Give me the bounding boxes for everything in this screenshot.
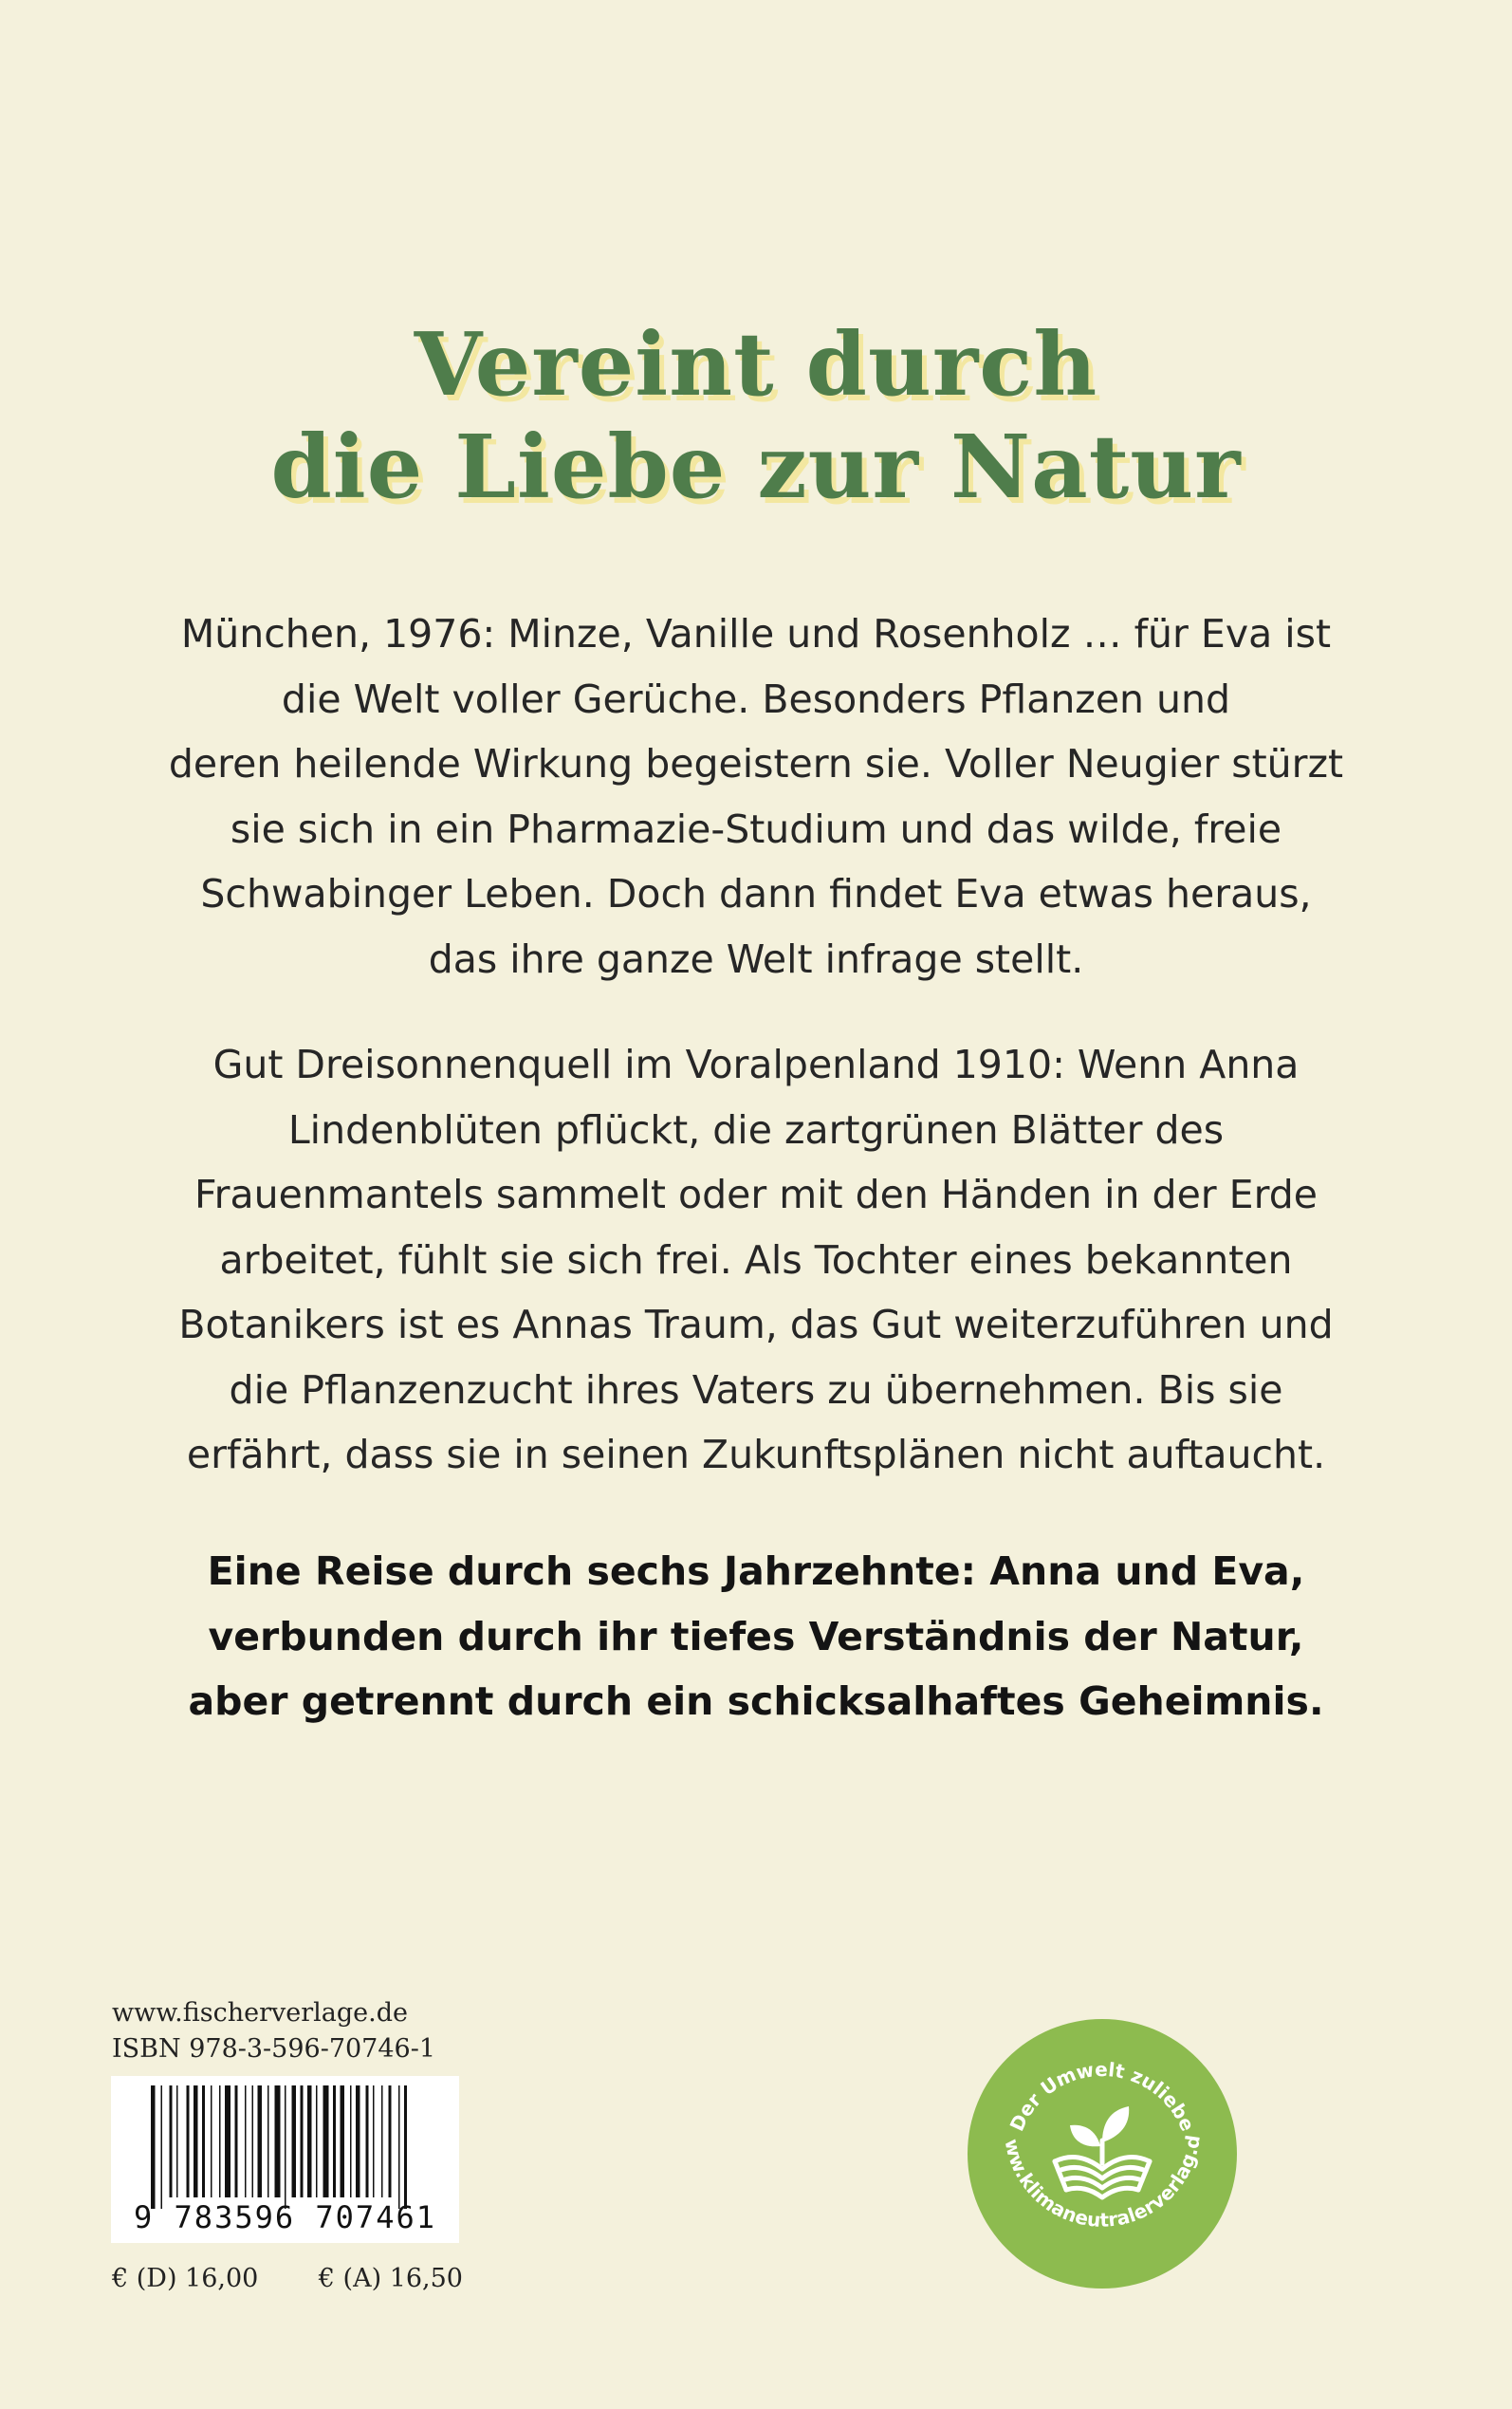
text-line: Lindenblüten pflückt, die zartgrünen Blätter des bbox=[287, 1106, 1225, 1153]
text-line: Schwabinger Leben. Doch dann findet Eva etwas heraus, bbox=[200, 871, 1312, 917]
text-line: Frauenmantels sammelt oder mit den Händen in der Erde bbox=[194, 1172, 1318, 1217]
text-line: deren heilende Wirkung begeistern sie. Voller Neugier stürzt bbox=[168, 741, 1344, 787]
prices bbox=[112, 2264, 463, 2293]
badge-top-text: Der Umwelt zuliebe bbox=[1005, 2057, 1200, 2135]
text-line: Gut Dreisonnenquell im Voralpenland 1910: Wenn Anna bbox=[212, 1042, 1300, 1087]
barcode-bar bbox=[398, 2085, 400, 2209]
barcode-bar bbox=[151, 2085, 156, 2209]
barcode-bar bbox=[333, 2085, 336, 2197]
text-line: arbeitet, fühlt sie sich frei. Als Tochter eines bekannten bbox=[219, 1236, 1293, 1283]
barcode-bar bbox=[381, 2085, 383, 2197]
text-line: München, 1976: Minze, Vanille und Rosenholz … für Eva ist bbox=[180, 611, 1332, 657]
barcode-bar bbox=[252, 2085, 254, 2197]
barcode-bar bbox=[307, 2085, 312, 2197]
headline bbox=[0, 313, 1512, 518]
barcode-bar bbox=[350, 2085, 352, 2197]
barcode-bar bbox=[275, 2085, 281, 2197]
barcode-bar bbox=[225, 2085, 230, 2197]
barcode-bar bbox=[245, 2085, 247, 2197]
barcode-bar bbox=[323, 2085, 329, 2197]
barcode-bar bbox=[366, 2085, 369, 2197]
barcode-bar bbox=[373, 2085, 375, 2197]
text-line: die Pflanzenzucht ihres Vaters zu übernehmen. Bis sie bbox=[229, 1366, 1283, 1413]
barcode-digits: 9 783596 707461 bbox=[134, 2199, 436, 2235]
text-line: das ihre ganze Welt infrage stellt. bbox=[428, 936, 1084, 982]
barcode-bar bbox=[170, 2085, 173, 2197]
barcode-bar bbox=[292, 2085, 297, 2197]
headline-line-2: die Liebe zur Natur bbox=[270, 416, 1242, 518]
isbn-label: ISBN 978-3-596-70746-1 bbox=[112, 2034, 436, 2064]
climate-neutral-badge bbox=[968, 2019, 1237, 2289]
text-line: erfährt, dass sie in seinen Zukunftsplänen nicht auftaucht. bbox=[186, 1432, 1326, 1477]
price-germany: € (D) 16,00 bbox=[112, 2264, 259, 2293]
barcode-bar bbox=[202, 2085, 205, 2197]
barcode-bar bbox=[161, 2085, 163, 2209]
badge-graphic bbox=[968, 2019, 1237, 2289]
badge-bottom-text: ww.klimaneutralerverlag.d bbox=[1000, 2133, 1205, 2232]
barcode-bar bbox=[356, 2085, 360, 2197]
barcode-bar bbox=[301, 2085, 304, 2197]
barcode-bar bbox=[187, 2085, 190, 2197]
barcode-bar bbox=[389, 2085, 392, 2197]
imprint bbox=[112, 1995, 435, 2067]
barcode-bar bbox=[258, 2085, 263, 2197]
barcode-bar bbox=[194, 2085, 198, 2197]
text-line: Botanikers ist es Annas Traum, das Gut weiterzuführen und bbox=[178, 1302, 1334, 1347]
publisher-website: www.fischerverlage.de bbox=[112, 1998, 408, 2028]
blurb-paragraph-anna bbox=[142, 1032, 1370, 1488]
barcode bbox=[111, 2076, 459, 2243]
barcode-bar bbox=[176, 2085, 178, 2197]
blurb-paragraph-eva bbox=[142, 602, 1370, 991]
text-line: aber getrennt durch ein schicksalhaftes Geheimnis. bbox=[188, 1678, 1324, 1724]
barcode-bar bbox=[235, 2085, 238, 2197]
barcode-bar bbox=[404, 2085, 407, 2209]
barcode-bar bbox=[285, 2085, 286, 2209]
text-line: die Welt voller Gerüche. Besonders Pflanzen und bbox=[281, 676, 1231, 722]
headline-line-1: Vereint durch bbox=[414, 313, 1098, 416]
text-line: verbunden durch ihr tiefes Verständnis der Natur, bbox=[208, 1613, 1304, 1659]
blurb-summary bbox=[142, 1539, 1370, 1734]
barcode-bar bbox=[341, 2085, 345, 2197]
barcode-bar bbox=[219, 2085, 221, 2197]
barcode-bar bbox=[211, 2085, 212, 2197]
text-line: sie sich in ein Pharmazie-Studium und das wilde, freie bbox=[230, 806, 1282, 852]
barcode-bar bbox=[316, 2085, 318, 2197]
price-austria: € (A) 16,50 bbox=[318, 2264, 463, 2293]
text-line: Eine Reise durch sechs Jahrzehnte: Anna und Eva, bbox=[207, 1548, 1305, 1594]
barcode-bar bbox=[267, 2085, 269, 2197]
